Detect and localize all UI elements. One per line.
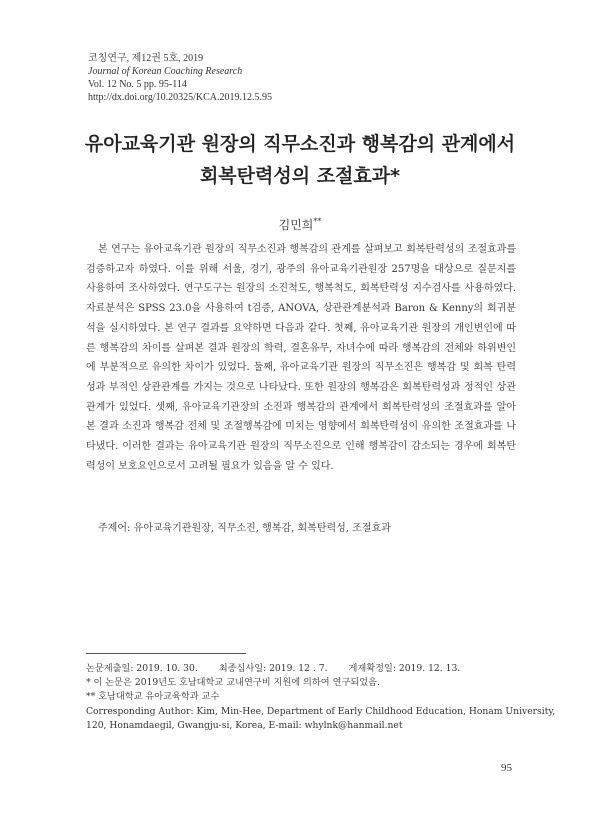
issue-info-korean: 코칭연구, 제12권 5호, 2019 <box>88 53 204 64</box>
corresponding-author-2: 120, Honamdaegil, Gwangju-si, Korea, E-mail: whylnk@hanmail.net <box>86 719 403 731</box>
reviewed-date: 최종심사일: 2019. 12 . 7. <box>218 663 328 674</box>
author-name: 김민희 <box>278 218 314 232</box>
keywords: 주제어: 유아교육기관원장, 직무소진, 행복감, 회복탄력성, 조절효과 <box>98 523 391 534</box>
page-number: 95 <box>501 762 512 774</box>
author-footnote-mark: ** <box>313 217 322 226</box>
accepted-date: 게재확정일: 2019. 12. 13. <box>348 663 461 674</box>
paper-title <box>50 128 550 192</box>
title-line-2: 회복탄력성의 조절효과* <box>199 165 401 187</box>
funding-note: * 이 논문은 2019년도 호남대학교 교내연구비 지원에 의하여 연구되었음. <box>86 677 380 689</box>
submission-dates <box>86 662 526 676</box>
journal-name: Journal of Korean Coaching Research <box>88 66 243 77</box>
footnote-divider <box>86 653 246 654</box>
title-line-1: 유아교육기관 원장의 직무소진과 행복감의 관계에서 <box>84 133 516 155</box>
affiliation-note: ** 호남대학교 유아교육학과 교수 <box>86 691 220 703</box>
author-line <box>0 216 600 233</box>
corresponding-author-1: Corresponding Author: Kim, Min-Hee, Department of Early Childhood Education, Honam University, <box>86 705 556 717</box>
abstract-text: 본 연구는 유아교육기관 원장의 직무소진과 행복감의 관계를 살펴보고 회복탄력성의 조절효과를 검증하고자 하였다. 이를 위해 서울, 경기, 광주의 유아교육기관원장 257명을 대상으로 질문지를 사용하여 조사하였다. 연구도구는 원장의 소진척도, 행복척도, 회복탄력성 지수검사를 사용하였다. 자료분석은 SPSS 23.0을 사용하여 t검증, ANOVA, 상관관계분석과 Baron & Kenny의 회귀분석을 실시하였다. 본 연구 결과를 요약하면 다음과 같다. 첫째, 유아교육기관 원장의 개인변인에 따른 행복감의 차이를 살펴본 결과 원장의 학력, 결혼유무, 자녀수에 따라 행복감의 전체와 하위변인에 부분적으로 유의한 차이가 있었다. 둘째, 유아교육기관 원장의 직무소진은 행복감 및 회복 탄력성과 부적인 상관관계를 가지는 것으로 나타났다. 또한 원장의 행복감은 회복탄력성과 정적인 상관관계가 있었다. 셋째, 유아교육기관장의 소진과 행복감의 관계에서 회복탄력성의 조절효과를 알아본 결과 소진과 행복감 전체 및 조절행복감에 미치는 영향에서 회복탄력성이 유의한 조절효과를 나타냈다. 이러한 결과는 유아교육기관 원장의 직무소진으로 인해 행복감이 감소되는 경우에 회복탄력성이 보호요인으로서 고려될 필요가 있음을 알 수 있다. <box>86 244 516 472</box>
submitted-date: 논문제출일: 2019. 10. 30. <box>86 663 198 674</box>
footnotes <box>86 662 556 733</box>
journal-header <box>88 52 272 104</box>
abstract <box>86 240 516 476</box>
volume-pages: Vol. 12 No. 5 pp. 95-114 <box>88 79 187 90</box>
doi-link[interactable]: http://dx.doi.org/10.20325/KCA.2019.12.5.95 <box>88 92 272 103</box>
